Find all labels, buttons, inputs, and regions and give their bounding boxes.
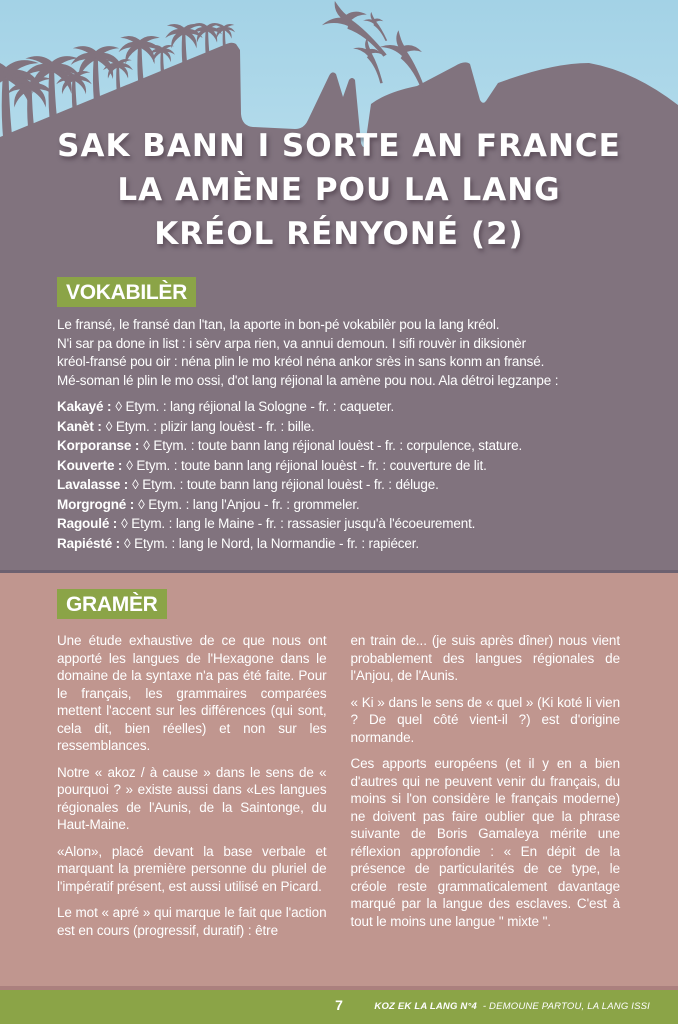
- gramer-paragraph: Une étude exhaustive de ce que nous ont apporté les langues de l'Hexagone dans le domaine de la syntaxe n'a pas été faite. Pour le français, les grammaires comparées mettent l'accent sur les différences (qui sont, cela dit, bien réelles) et non sur les ressemblances.: [57, 633, 327, 753]
- vocab-term: Ragoulé :: [57, 516, 118, 531]
- vocab-definition: ◊ Etym. : lang le Maine - fr. : rassasier jusqu'à l'écoeurement.: [121, 516, 476, 531]
- vocab-definition: ◊ Etym. : toute bann lang réjional louèst - fr. : déluge.: [132, 477, 439, 492]
- vokabiler-intro: [57, 316, 638, 390]
- intro-line: Mé-soman lé plin le mo ossi, d'ot lang réjional la amène pou nou. Ala détroi legzanpe :: [57, 372, 559, 388]
- page-title-line-3: KRÉOL RÉNYONÉ (2): [154, 216, 524, 252]
- vocab-definition: ◊ Etym. : toute bann lang réjional louèst - fr. : couverture de lit.: [126, 457, 487, 473]
- gramer-paragraph: Le mot « apré » qui marque le fait que l'action est en cours (progressif, duratif) : être: [57, 905, 327, 938]
- page-title-line-2: LA AMÈNE POU LA LANG: [117, 172, 561, 208]
- vocab-term: Rapiésté :: [57, 535, 121, 551]
- vocab-entry: [57, 456, 638, 476]
- vocab-term: Kakayé :: [57, 399, 112, 414]
- vocab-entry: [57, 436, 638, 456]
- footer-bar: [0, 990, 678, 1024]
- page-title-line-1: SAK BANN I SORTE AN FRANCE: [57, 128, 621, 164]
- vocab-definition: ◊ Etym. : plizir lang louèst - fr. : bille.: [105, 418, 315, 434]
- vokabiler-heading: VOKABILÈR: [57, 277, 196, 307]
- vocab-entry: [57, 534, 638, 554]
- vocab-definition: ◊ Etym. : lang le Nord, la Normandie - fr. : rapiécer.: [124, 535, 419, 551]
- gramer-paragraph: en train de... (je suis après dîner) nous vient probablement des langues régionales de l'Anjou, de l'Aunis.: [350, 633, 620, 683]
- journal-title: KOZ EK LA LANG N°4: [374, 1001, 477, 1012]
- gramer-paragraph: «Alon», placé devant la base verbale et marquant la première personne du pluriel de l'impératif présent, est aussi utilisé en Picard.: [57, 843, 327, 894]
- gramer-section: [0, 570, 678, 986]
- page-number: 7: [335, 997, 343, 1013]
- gramer-heading: GRAMÈR: [57, 589, 167, 619]
- footer-credit: [374, 1001, 650, 1012]
- vocab-term: Morgrogné :: [57, 496, 135, 512]
- vocab-entry: [57, 475, 638, 495]
- gramer-columns: [57, 632, 620, 948]
- vocab-definition: ◊ Etym. : lang l'Anjou - fr. : grommeler.: [138, 496, 360, 512]
- vocab-term: Kouverte :: [57, 457, 123, 473]
- gramer-paragraph: Notre « akoz / à cause » dans le sens de « pourquoi ? » existe aussi dans «Les langues régionales de l'Aunis, de la Saintonge, du Haut-Maine.: [57, 764, 327, 832]
- vocab-term: Korporanse :: [57, 438, 140, 453]
- gramer-right-column: [351, 632, 621, 948]
- intro-line: kréol-fransé pou oir : néna plin le mo kréol néna ankor srès in sans konm an fransé.: [57, 354, 545, 369]
- vocab-entry: [57, 514, 638, 534]
- vokabiler-section: [57, 277, 638, 553]
- gramer-paragraph: « Ki » dans le sens de « quel » (Ki koté li vien ? De quel côté vient-il ?) est d'origine normande.: [350, 694, 620, 745]
- vocab-entry: [57, 495, 638, 515]
- gramer-paragraph: Ces apports européens (et il y en a bien d'autres qui ne peuvent venir du français, du moins si l'on considère le français moderne) ne doivent pas faire oublier que la phrase suivante de Boris Gamaleya mérite une réflexion approfondie : « En dépit de la présence de particularités de ce type, le créole reste grammaticalement davantage marqué par la langue des esclaves. C'est à tout le moins une langue " mixte ".: [350, 756, 620, 929]
- vocab-definition: ◊ Etym. : lang réjional la Sologne - fr. : caqueter.: [115, 399, 395, 414]
- gramer-left-column: [57, 632, 327, 948]
- vocab-entry-list: [57, 397, 638, 553]
- vocab-entry: [57, 397, 638, 417]
- intro-line: N'i sar pa done in list : i sèrv arpa rien, va annui demoun. I sifi rouvèr in diksionèr: [57, 335, 527, 351]
- vocab-entry: [57, 417, 638, 437]
- intro-line: Le fransé, le fransé dan l'tan, la aporte in bon-pé vokabilèr pou la lang kréol.: [57, 317, 500, 332]
- page-title: [0, 124, 678, 256]
- vocab-term: Lavalasse :: [57, 477, 129, 492]
- issue-title: - DEMOUNE PARTOU, LA LANG ISSI: [482, 1001, 650, 1012]
- vocab-term: Kanèt :: [57, 418, 102, 434]
- vocab-definition: ◊ Etym. : toute bann lang réjional louèst - fr. : corpulence, stature.: [143, 438, 523, 453]
